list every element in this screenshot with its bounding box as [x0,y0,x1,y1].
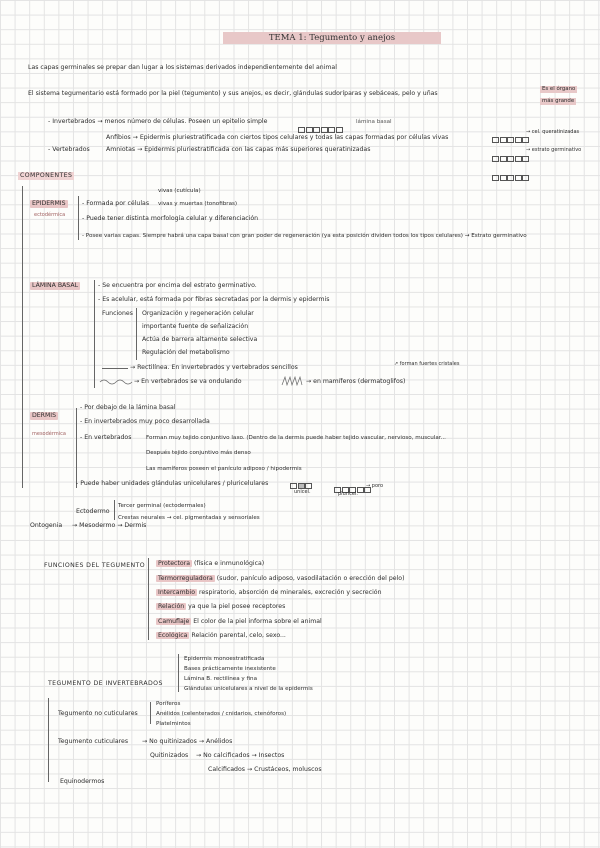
function-item: Termorreguladora (sudor, panículo adiposo, vasodilatación o erección del pelo) [158,575,405,582]
lamina-function-1: Organización y regeneración celular [142,310,254,317]
function-item: Protectora (física e inmunológica) [158,560,265,567]
dermis-line-3c: Las mamíferos poseen el panículo adiposo / hipodermis [146,466,302,472]
keratinized-cells-label: → cel. queratinizadas [526,129,580,135]
invertebrate-tegument-heading: TEGUMENTO DE INVERTEBRADOS [48,680,163,687]
functions-list-bracket [148,558,149,640]
cuticular-b: Quitinizados [150,752,189,759]
epidermis-vivas: vivas (cutícula) [158,188,201,194]
lamina-mammals: → en mamíferos (dermatoglifos) [306,378,406,385]
lamina-function-4: Regulación del metabolismo [142,349,230,356]
epidermis-bracket [78,196,79,240]
ectoderm-item-2: Crestas neurales → cel. pigmentadas y sensoriales [118,515,260,521]
lamina-line-2: - Es acelular, está formada por fibras secretadas por la dermis y epidermis [98,296,330,303]
cuticular-label: Tegumento cuticulares [58,738,129,745]
dermatoglyph-sketch [282,376,304,386]
dermis-line-2: - En invertebrados muy poco desarrollada [80,418,210,425]
components-heading: COMPONENTES [20,172,73,179]
germinative-layer-label: → estrato germinativo [526,147,582,153]
function-item: Camuflaje El color de la piel informa sobre el animal [158,618,322,625]
lamina-line-1: - Se encuentra por encima del estrato germinativo. [98,282,257,289]
dermis-bracket [76,408,77,488]
non-cuticular-b: Anélidos (celenterados / cnidarios, ctenóforos) [156,711,287,717]
dermis-origin: mesodérmica [32,431,66,437]
invert-note-4: Glándulas unicelulares a nivel de la epidermis [184,686,313,692]
cuticular-b2: Calcificados → Crustáceos, moluscos [208,766,322,773]
epidermis-line-2: - Puede tener distinta morfología celular y diferenciación [82,215,259,222]
functions-heading: FUNCIONES DEL TEGUMENTO [44,562,145,569]
epidermis-origin: ectodérmica [34,212,66,218]
dermis-heading: DERMIS [32,412,57,419]
functions-bracket [136,308,137,360]
components-bracket [22,186,23,488]
dermis-line-1: - Por debajo de la lámina basal [80,404,176,411]
invertebrates-line: - Invertebrados → menos número de células. Poseen un epitelio simple [48,118,268,125]
amphibians-line: Anfibios → Epidermis pluriestratificada con ciertos tipos celulares y todas las capas formadas por células vivas [106,134,449,141]
ectoderm-item-1: Tercer germinal (ectodermales) [118,503,206,509]
lamina-functions-label: Funciones [102,310,133,317]
non-cuticular-a: Poríferos [156,701,181,707]
ontogeny-label: Ontogenia [30,522,63,529]
epidermis-line-3: - Posee varias capas. Siempre habrá una capa basal con gran poder de regeneración (ya esta posición dividen todos los tipos celulares) → Estrato germinativo [82,233,527,239]
epidermis-label: EPIDERMIS [32,200,66,207]
non-cuticular-c: Platelmintos [156,721,191,727]
invert-note-1: Epidermis monoestratificada [184,656,265,662]
lamina-function-2: importante fuente de señalización [142,323,249,330]
unicellular-label: unicel. [294,489,311,495]
epidermis-line-1b: vivas y muertas (tonofibras) [158,201,238,207]
vertebrates-label: - Vertebrados [48,146,90,153]
non-cuticular-bracket [150,702,151,724]
rectilinear-sketch [102,368,128,369]
cuticular-b1: → No calcificados → Insectos [196,752,285,759]
page-title: TEMA 1: Tegumento y anejos [223,32,441,44]
non-cuticular-label: Tegumento no cuticulares [58,710,138,717]
dermis-line-4: - Puede haber unidades glándulas unicelulares / pluricelulares [76,480,269,487]
pore-label: → poro [366,483,384,489]
lamina-crystals-note: ↗ forman fuertes cristales [394,361,460,367]
lamina-undulating: → En vertebrados se va ondulando [134,378,242,385]
echinoderms-label: Equinodermos [60,778,105,785]
invert-types-bracket [48,698,49,782]
note-organ: Es el órgano [542,86,576,92]
invert-notes-bracket [178,654,179,692]
epidermis-line-1: - Formada por células [82,200,150,207]
stratified-epithelium-sketch [492,128,530,185]
dermis-line-3b: Después tejido conjuntivo más denso [146,450,251,456]
lamina-rectilinear: → Rectilínea. En invertebrados y vertebrados sencillos [130,364,298,371]
cuticular-a: → No quitinizados → Anélidos [142,738,233,745]
pluricellular-label: pluricel. [338,491,358,497]
dermis-line-3a: Forman muy tejido conjuntivo laxo. (Dentro de la dermis puede haber tejido vascular, nervioso, muscular... [146,435,446,441]
amniotes-line: Amniotas → Epidermis pluriestratificada con las capas más superiores queratinizadas [106,146,371,153]
invert-note-3: Lámina B. rectilínea y fina [184,676,258,682]
function-item: Ecológica Relación parental, celo, sexo... [158,632,286,639]
function-item: Relación ya que la piel posee receptores [158,603,286,610]
lamina-function-3: Actúa de barrera altamente selectiva [142,336,258,343]
note-largest: más grande [542,98,575,104]
undulating-sketch [100,378,132,386]
mesoderm-line: → Mesodermo → Dermis [72,522,147,529]
dermis-line-3: - En vertebrados [80,434,132,441]
ectoderm-label: Ectodermo [76,508,110,515]
intro-line-1: Las capas germinales se prepar dan lugar a los sistemas derivados independientemente del animal [28,64,337,71]
ectoderm-bracket [114,500,115,520]
intro-line-2: El sistema tegumentario está formado por la piel (tegumento) y sus anejos, es decir, glándulas sudoríparas y sebáceas, pelo y uñas [28,90,438,97]
basal-lamina-heading: LÁMINA BASAL [32,282,79,289]
function-item: Intercambio respiratorio, absorción de minerales, excreción y secreción [158,589,382,596]
invert-note-2: Bases prácticamente inexistente [184,666,276,672]
lamina-bracket [94,280,95,388]
basal-lamina-label: lámina basal [356,119,392,125]
